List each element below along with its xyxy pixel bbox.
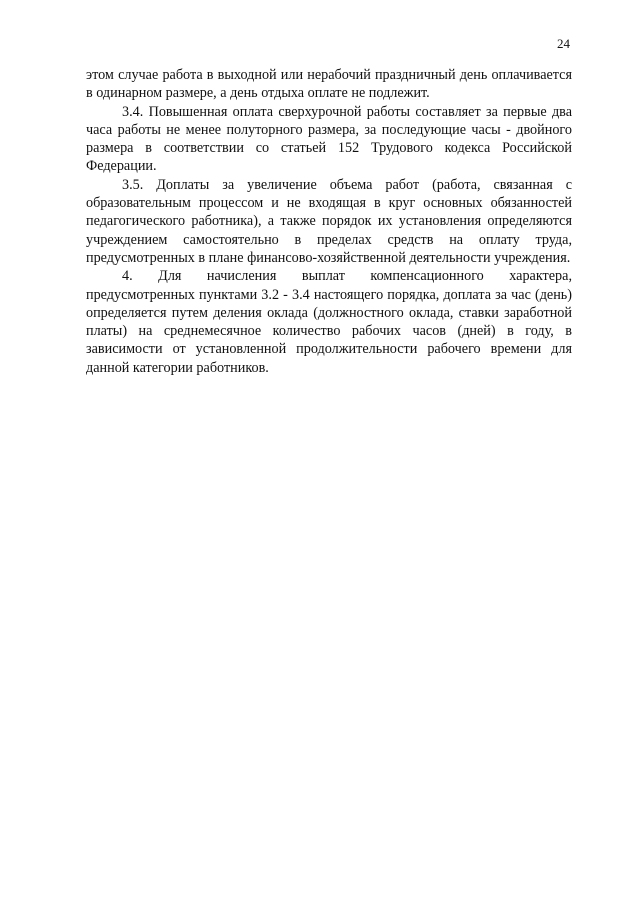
paragraph-3-5: 3.5. Доплаты за увеличение объема работ (работа, связанная с образовательным процессом и не входящая в круг основных обязанностей педагогического работника), а также порядок их установления определяются учреждением самостоятельно в пределах средств на оплату труда, предусмотренных в плане финансово-хозяйственной деятельности учреждения. [86, 176, 572, 266]
document-body [86, 66, 572, 377]
paragraph-4: 4. Для начисления выплат компенсационного характера, предусмотренных пунктами 3.2 - 3.4 настоящего порядка, доплата за час (день) определяется путем деления оклада (должностного оклада, ставки заработной платы) на среднемесячное количество рабочих часов (дней) в году, в зависимости от установленной продолжительности рабочего времени для данной категории работников. [86, 268, 572, 376]
paragraph-3-4: 3.4. Повышенная оплата сверхурочной работы составляет за первые два часа работы не менее полуторного размера, за последующие часы - двойного размера в соответствии со статьей 152 Трудового кодекса Российской Федерации. [86, 103, 572, 175]
paragraph-continuation: этом случае работа в выходной или нерабочий праздничный день оплачивается в одинарном размере, а день отдыха оплате не подлежит. [86, 67, 572, 102]
page-number: 24 [557, 36, 570, 51]
